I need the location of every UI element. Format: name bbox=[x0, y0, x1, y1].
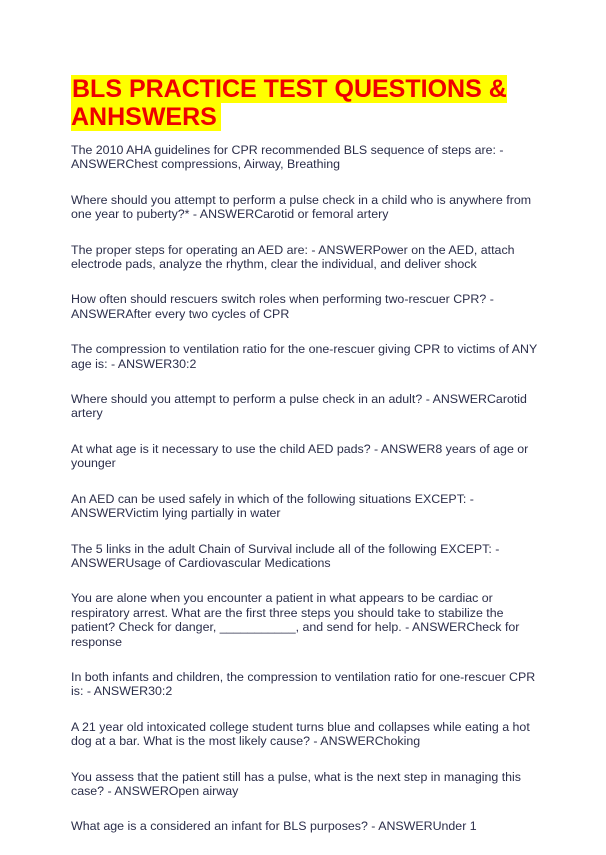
qa-item: Where should you attempt to perform a pulse check in an adult? - ANSWERCarotid artery bbox=[71, 392, 527, 421]
qa-item: The compression to ventilation ratio for the one-rescuer giving CPR to victims of ANY age is: - ANSWER30:2 bbox=[71, 342, 538, 371]
qa-item: A 21 year old intoxicated college student turns blue and collapses while eating a hot dog at a bar. What is the most likely cause? - ANSWERChoking bbox=[71, 719, 530, 749]
qa-item: In both infants and children, the compression to ventilation ratio for one-rescuer CPR is: - ANSWER30:2 bbox=[71, 669, 536, 699]
qa-item: Where should you attempt to perform a pulse check in a child who is anywhere from one year to puberty?* - ANSWERCarotid or femoral artery bbox=[71, 192, 532, 222]
qa-item: The proper steps for operating an AED are: - ANSWERPower on the AED, attach electrode pads, analyze the rhythm, clear the individual, and deliver shock bbox=[71, 242, 515, 272]
title-text: BLS PRACTICE TEST QUESTIONS & ANHSWERS bbox=[71, 75, 507, 131]
qa-item: How often should rescuers switch roles when performing two-rescuer CPR? - ANSWERAfter every two cycles of CPR bbox=[71, 292, 494, 321]
qa-item: You assess that the patient still has a pulse, what is the next step in managing this case? - ANSWEROpen airway bbox=[71, 769, 522, 798]
document-title bbox=[71, 75, 541, 131]
qa-item: You are alone when you encounter a patient in what appears to be cardiac or respiratory arrest. What are the first three steps you should take to stabilize the patient? Check for danger, ___________, and send for help. - ANSWERCheck for response bbox=[71, 591, 520, 649]
qa-item: What age is a considered an infant for BLS purposes? - ANSWERUnder 1 bbox=[71, 819, 477, 834]
qa-item: The 5 links in the adult Chain of Survival include all of the following EXCEPT: - ANSWERUsage of Cardiovascular Medications bbox=[71, 541, 500, 570]
qa-item: The 2010 AHA guidelines for CPR recommended BLS sequence of steps are: - ANSWERChest compressions, Airway, Breathing bbox=[71, 143, 504, 172]
qa-item: At what age is it necessary to use the child AED pads? - ANSWER8 years of age or younger bbox=[71, 441, 529, 471]
qa-list bbox=[71, 143, 541, 855]
qa-item: An AED can be used safely in which of the following situations EXCEPT: - ANSWERVictim lying partially in water bbox=[71, 491, 474, 521]
